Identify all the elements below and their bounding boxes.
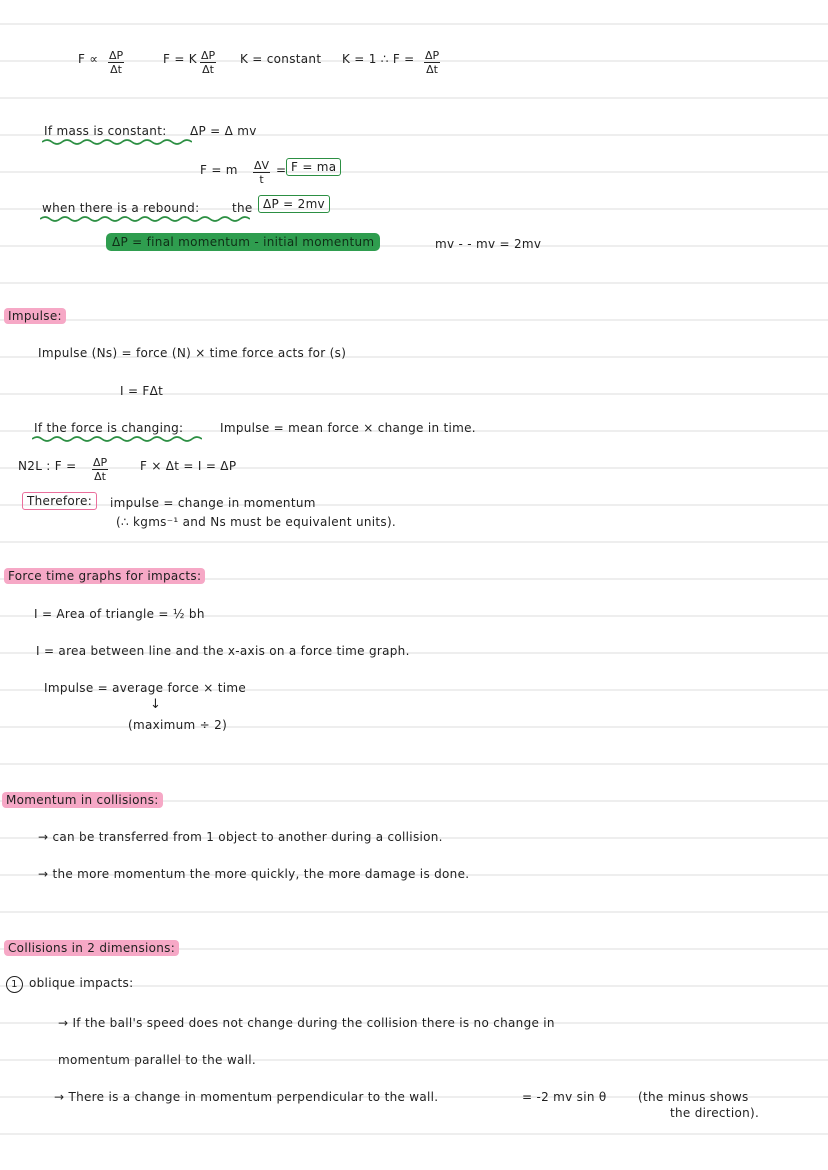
oblique-bullet-1a: → If the ball's speed does not change during the collision there is no change in	[58, 1016, 555, 1030]
minus-note-1: (the minus shows	[638, 1090, 749, 1104]
impulse-heading	[4, 309, 66, 323]
dp-2mv-box	[258, 197, 330, 211]
dp-2mv-text: ΔP = 2mv	[258, 195, 330, 213]
fraction-numerator: ΔP	[93, 456, 108, 469]
fraction-denominator: Δt	[202, 63, 214, 76]
fraction-dv-t	[253, 160, 270, 185]
minus-note-2: the direction).	[670, 1106, 760, 1120]
fraction-n2l	[92, 457, 108, 482]
down-arrow-icon: ↓	[150, 697, 162, 712]
force-changing-label: If the force is changing:	[34, 421, 184, 435]
f-ma-text: F = ma	[286, 158, 341, 176]
fraction-dp-dt	[108, 50, 124, 75]
impulse-average: Impulse = average force × time	[44, 681, 247, 695]
momentum-definition-text: ΔP = final momentum - initial momentum	[106, 233, 380, 251]
force-changing-rest: Impulse = mean force × change in time.	[220, 421, 476, 435]
rebound-calculation: mv - - mv = 2mv	[435, 237, 542, 251]
area-between-line: I = area between line and the x-axis on a force time graph.	[36, 644, 410, 658]
fraction-numerator: ΔP	[109, 49, 124, 62]
fraction-numerator: ΔP	[201, 49, 216, 62]
collisions-heading-text: Momentum in collisions:	[2, 792, 163, 808]
fraction-numerator: ΔP	[425, 49, 440, 62]
fraction-denominator: Δt	[426, 63, 438, 76]
k-equals-one: K = 1 ∴ F =	[342, 52, 415, 66]
collisions-bullet-1: → can be transferred from 1 object to another during a collision.	[38, 830, 443, 844]
f-equals-m: F = m	[200, 163, 238, 177]
green-underline	[32, 435, 202, 443]
n2l-label: N2L : F =	[18, 459, 77, 473]
fraction-dp-dt-3	[424, 50, 440, 75]
collisions-heading	[2, 793, 163, 807]
fraction-denominator: Δt	[94, 470, 106, 483]
units-note: (∴ kgms⁻¹ and Ns must be equivalent units).	[116, 515, 397, 529]
impulse-definition: Impulse (Ns) = force (N) × time force acts for (s)	[38, 346, 347, 360]
mass-constant-label: If mass is constant:	[44, 124, 167, 138]
f-equals-k: F = K	[163, 52, 197, 66]
green-underline	[42, 138, 192, 146]
n2l-rest: F × Δt = I = ΔP	[140, 459, 237, 473]
oblique-impacts-label: oblique impacts:	[29, 976, 134, 990]
therefore-text: Therefore:	[22, 492, 97, 510]
twod-heading	[4, 941, 179, 955]
collisions-bullet-2: → the more momentum the more quickly, the more damage is done.	[38, 867, 470, 881]
perpendicular-equation: = -2 mv sin θ	[522, 1090, 607, 1104]
fraction-denominator: t	[259, 173, 264, 186]
f-equals-ma-box	[286, 160, 341, 174]
impulse-equation: I = FΔt	[120, 384, 164, 398]
f-proportional: F ∝	[78, 52, 99, 66]
oblique-bullet-2: → There is a change in momentum perpendicular to the wall.	[54, 1090, 439, 1104]
the-word: the	[232, 201, 253, 215]
therefore-rest: impulse = change in momentum	[110, 496, 316, 510]
area-triangle: I = Area of triangle = ½ bh	[34, 607, 205, 621]
rebound-label: when there is a rebound:	[42, 201, 200, 215]
ftgraph-heading	[4, 569, 205, 583]
fraction-numerator: ΔV	[254, 159, 270, 172]
oblique-impacts-row	[6, 976, 133, 993]
equals-sign: =	[276, 163, 287, 177]
twod-heading-text: Collisions in 2 dimensions:	[4, 940, 179, 956]
k-constant: K = constant	[240, 52, 322, 66]
maximum-note: (maximum ÷ 2)	[128, 718, 228, 732]
oblique-bullet-1b: momentum parallel to the wall.	[58, 1053, 256, 1067]
fraction-dp-dt-2	[200, 50, 216, 75]
number-one-icon: 1	[6, 976, 23, 993]
therefore-box	[22, 494, 97, 508]
impulse-heading-text: Impulse:	[4, 308, 66, 324]
fraction-denominator: Δt	[110, 63, 122, 76]
delta-p-delta-mv: ΔP = Δ mv	[190, 124, 257, 138]
ftgraph-heading-text: Force time graphs for impacts:	[4, 568, 205, 584]
momentum-definition-highlight	[106, 235, 380, 249]
green-underline	[40, 215, 250, 223]
